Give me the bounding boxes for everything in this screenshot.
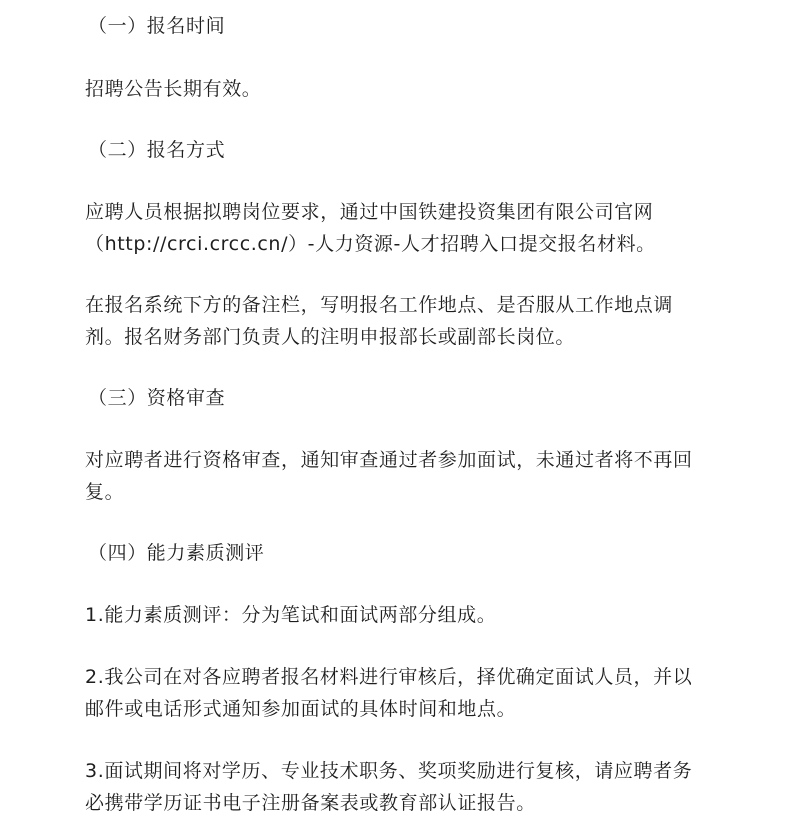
paragraph-line: 对应聘者进行资格审查，通知审查通过者参加面试，未通过者将不再回 xyxy=(85,449,693,471)
paragraph-line: 1.能力素质测评：分为笔试和面试两部分组成。 xyxy=(85,604,497,626)
section-heading: （一）报名时间 xyxy=(88,15,226,37)
paragraph-line: 复。 xyxy=(85,481,125,503)
section-heading: （三）资格审查 xyxy=(88,387,226,409)
paragraph-line: （http://crci.crcc.cn/）-人力资源-人才招聘入口提交报名材料。 xyxy=(85,233,656,255)
paragraph-line: 3.面试期间将对学历、专业技术职务、奖项奖励进行复核，请应聘者务 xyxy=(85,760,693,782)
paragraph-line: 2.我公司在对各应聘者报名材料进行审核后，择优确定面试人员，并以 xyxy=(85,666,693,688)
paragraph-line: 应聘人员根据拟聘岗位要求，通过中国铁建投资集团有限公司官网 xyxy=(85,201,654,223)
paragraph-line: 招聘公告长期有效。 xyxy=(85,78,262,100)
paragraph-line: 必携带学历证书电子注册备案表或教育部认证报告。 xyxy=(85,792,536,814)
section-heading: （二）报名方式 xyxy=(88,139,226,161)
paragraph-line: 邮件或电话形式通知参加面试的具体时间和地点。 xyxy=(85,698,517,720)
paragraph-line: 在报名系统下方的备注栏，写明报名工作地点、是否服从工作地点调 xyxy=(85,294,674,316)
section-heading: （四）能力素质测评 xyxy=(88,542,265,564)
paragraph-line: 剂。报名财务部门负责人的注明申报部长或副部长岗位。 xyxy=(85,326,576,348)
